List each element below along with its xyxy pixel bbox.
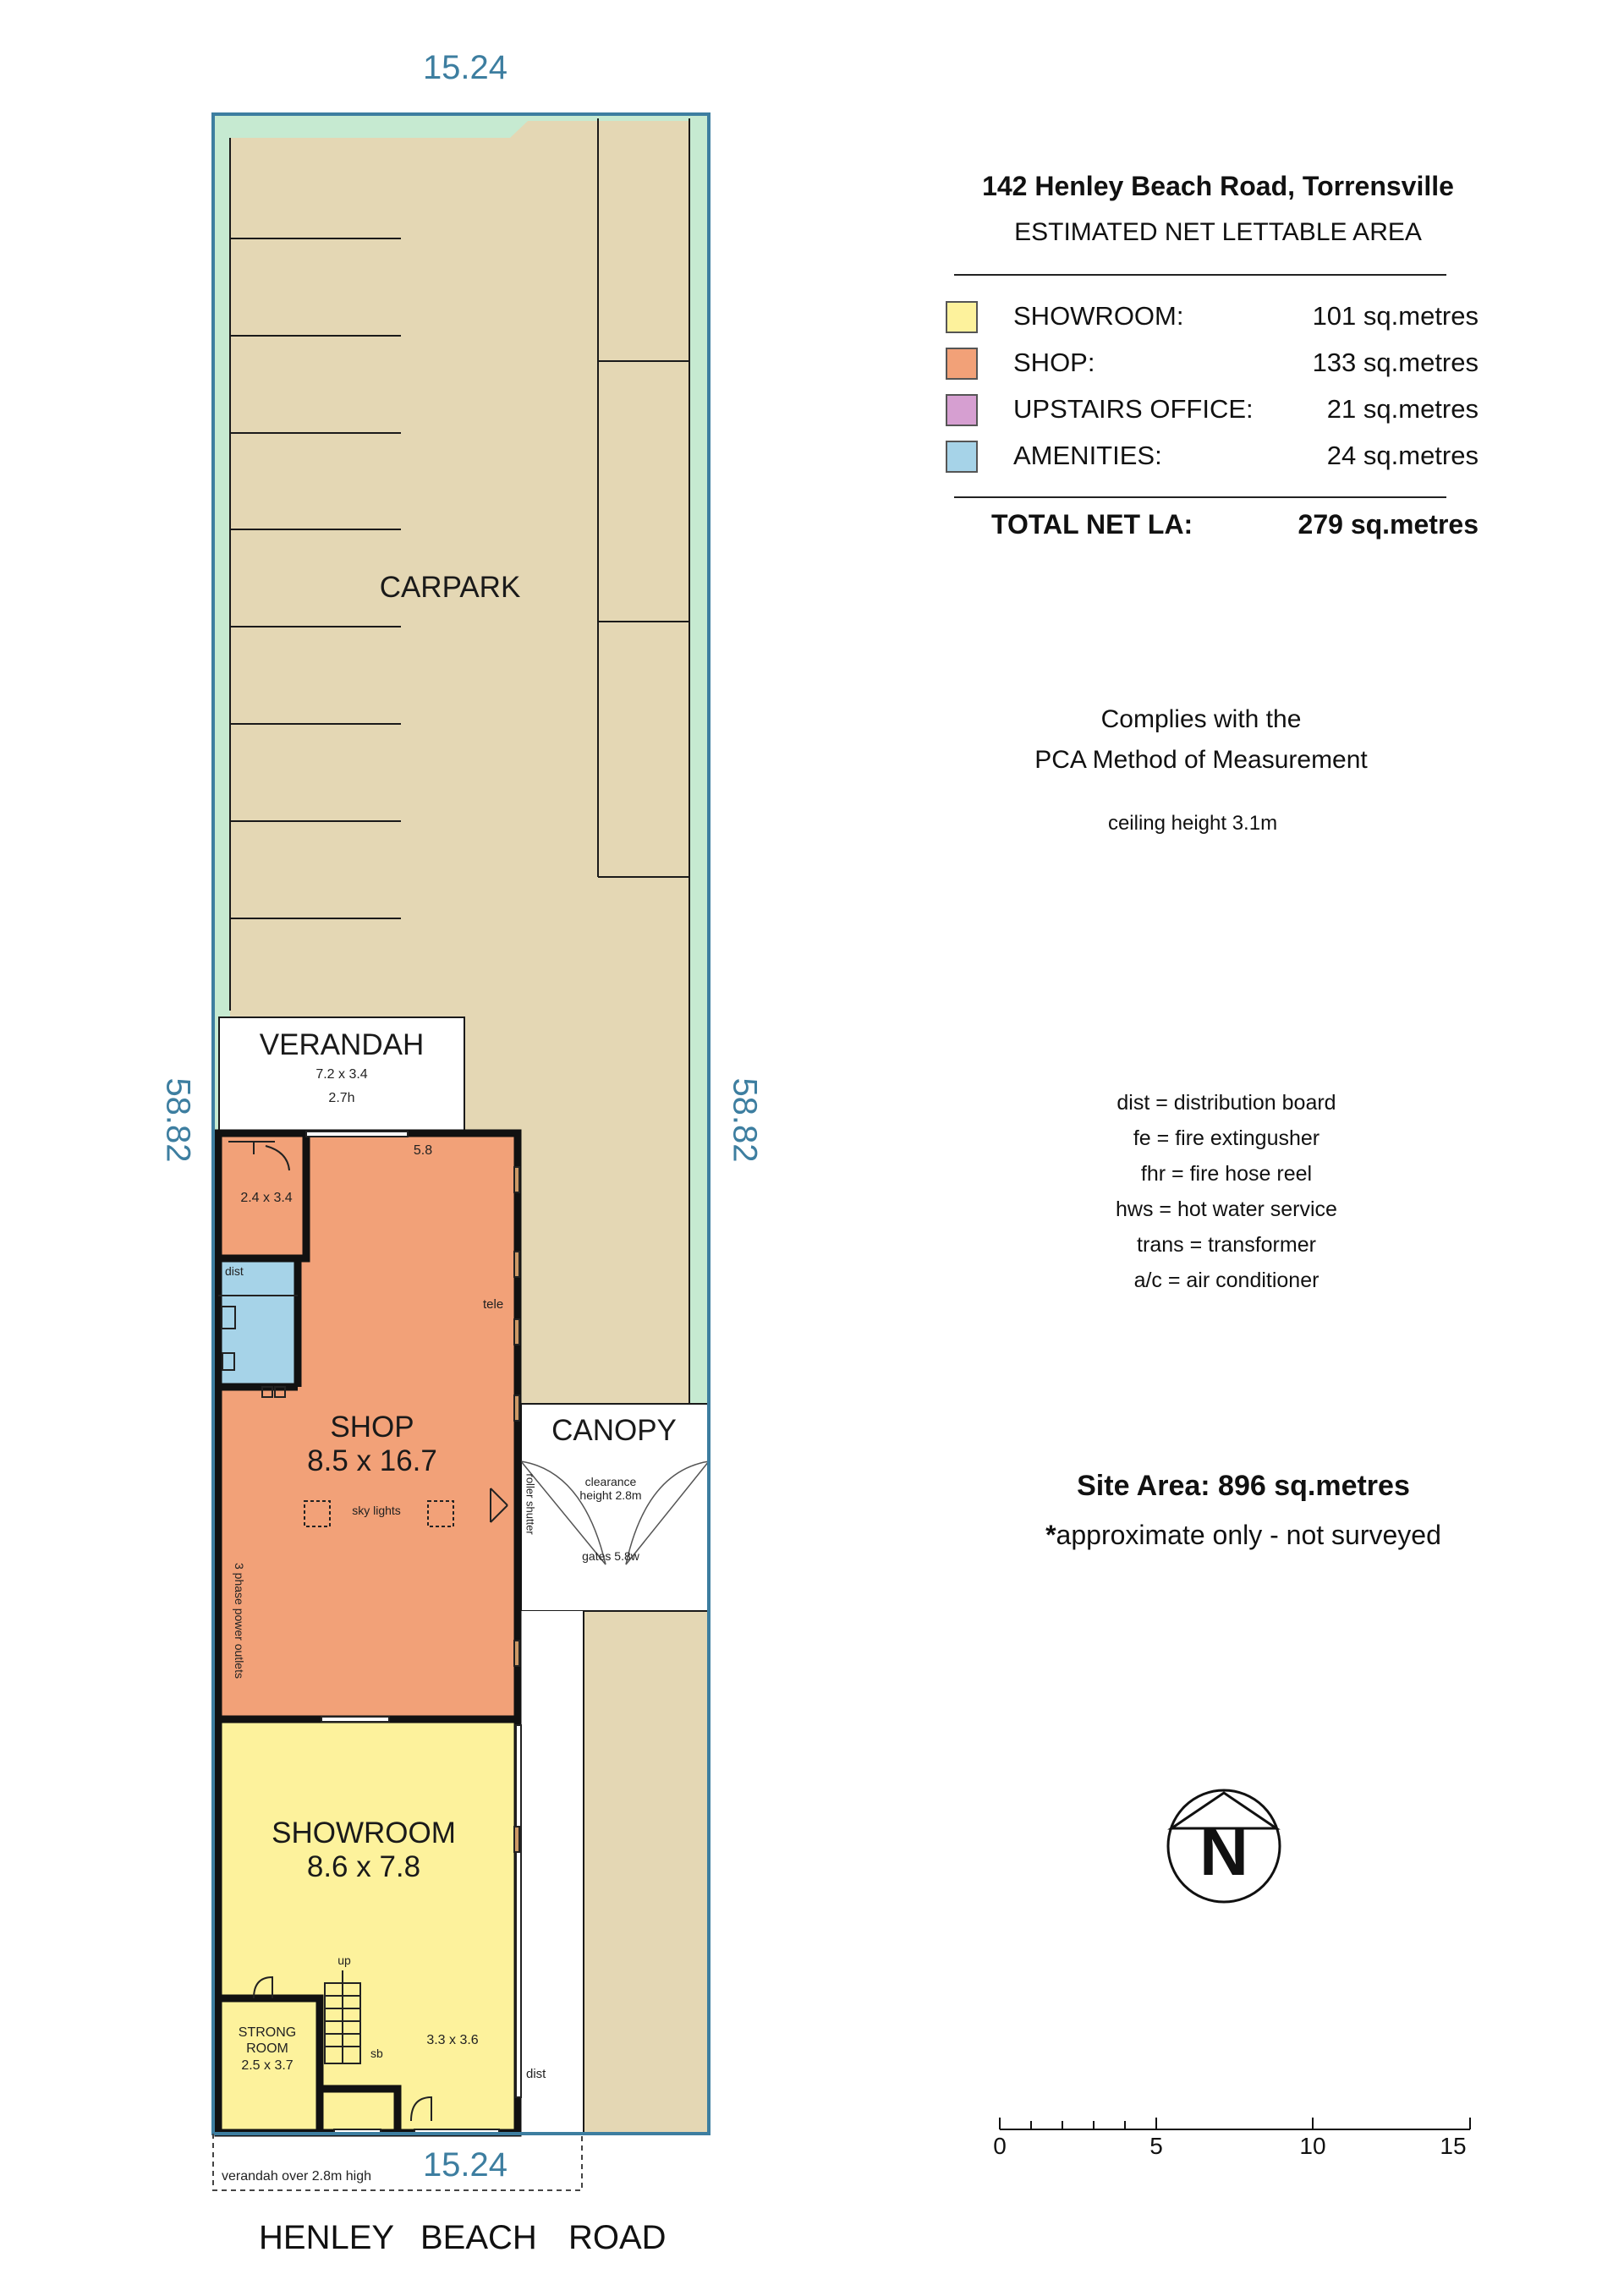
clearance-label: clearance [584, 1475, 637, 1488]
side-passage [521, 1611, 584, 2133]
stairs-up-label: up [337, 1954, 351, 1967]
abbreviation-hws: hws = hot water service [1116, 1197, 1337, 1221]
carpark-lower-strip [584, 1611, 708, 2133]
strong-room-label-1: STRONG [238, 2025, 297, 2040]
legend-row-amenities [946, 437, 1479, 476]
showroom-size: 8.6 x 7.8 [306, 1850, 421, 1883]
top-boundary-dimension: 15.24 [422, 49, 508, 86]
abbreviation-dist: dist = distribution board [1116, 1091, 1336, 1115]
power-outlets-label: 3 phase power outlets [233, 1563, 246, 1679]
site-area: Site Area: 896 sq.metres [1077, 1470, 1410, 1502]
scale-bar [1000, 2118, 1470, 2129]
shop-front-dimension: 5.8 [413, 1143, 433, 1158]
total-value: 279 sq.metres [1298, 509, 1479, 540]
legend-row-showroom [946, 298, 1479, 337]
street-word-road: ROAD [568, 2219, 667, 2256]
abbreviation-fe: fe = fire extingusher [1133, 1126, 1320, 1150]
abbreviation-trans: trans = transformer [1137, 1233, 1316, 1257]
property-subtitle: ESTIMATED NET LETTABLE AREA [1014, 218, 1422, 246]
verandah-height: 2.7h [328, 1091, 355, 1105]
distribution-board-label: dist [225, 1264, 244, 1278]
legend-name: UPSTAIRS OFFICE: [1013, 394, 1254, 424]
bottom-boundary-dimension: 15.24 [422, 2146, 508, 2184]
carpark-label: CARPARK [379, 571, 521, 604]
gates-width: gates 5.8w [582, 1549, 639, 1563]
site-note-text: approximate only - not surveyed [1056, 1520, 1441, 1550]
verandah-size: 7.2 x 3.4 [315, 1067, 368, 1082]
scale-label-15: 15 [1440, 2133, 1467, 2159]
distribution-board-label-2: dist [526, 2067, 546, 2081]
showroom-swatch [946, 301, 978, 333]
roller-shutter-label: roller shutter [524, 1473, 537, 1535]
front-verandah-label: verandah over 2.8m high [222, 2169, 371, 2184]
strong-room-label-2: ROOM [246, 2041, 288, 2056]
abbreviations-list [1015, 1085, 1438, 1298]
legend-value: 24 sq.metres [1326, 441, 1479, 470]
legend-row-upstairs-office [946, 391, 1479, 430]
left-boundary-dimension: 58.82 [159, 1077, 197, 1163]
street-word-henley: HENLEY [259, 2219, 395, 2256]
legend-name: SHOP: [1013, 348, 1095, 377]
amenities-swatch [946, 441, 978, 473]
small-office-size: 2.4 x 3.4 [240, 1191, 293, 1205]
scale-label-0: 0 [993, 2133, 1007, 2159]
property-address: 142 Henley Beach Road, Torrensville [982, 171, 1454, 201]
legend-value: 133 sq.metres [1312, 348, 1479, 377]
upstairs-office-swatch [946, 394, 978, 426]
canopy-label: CANOPY [551, 1414, 677, 1447]
legend-value: 101 sq.metres [1312, 301, 1479, 331]
legend-value: 21 sq.metres [1326, 394, 1479, 424]
tele-label: tele [483, 1297, 504, 1312]
site-note [973, 1520, 1514, 1551]
ceiling-height-note: ceiling height 3.1m [1107, 812, 1278, 835]
street-word-beach: BEACH [420, 2219, 537, 2256]
north-letter: N [1199, 1814, 1248, 1889]
sky-lights-label: sky lights [352, 1504, 401, 1517]
scale-label-10: 10 [1299, 2133, 1326, 2159]
legend-row-shop [946, 344, 1479, 383]
legend-name: AMENITIES: [1013, 441, 1162, 470]
small-room-size: 3.3 x 3.6 [426, 2033, 479, 2047]
shop-label: SHOP [330, 1411, 414, 1444]
site-note-star: * [1045, 1520, 1056, 1550]
compliance-line-1: Complies with the [1100, 705, 1302, 733]
showroom-label: SHOWROOM [272, 1817, 456, 1849]
shop-size: 8.5 x 16.7 [307, 1444, 437, 1477]
abbreviation-fhr: fhr = fire hose reel [1140, 1162, 1313, 1186]
verandah-label: VERANDAH [259, 1028, 425, 1061]
strong-room-size: 2.5 x 3.7 [241, 2058, 294, 2073]
switchboard-label: sb [370, 2047, 383, 2060]
shop-swatch [946, 348, 978, 380]
compliance-line-2: PCA Method of Measurement [1034, 746, 1368, 774]
right-boundary-dimension: 58.82 [726, 1077, 764, 1163]
scale-label-5: 5 [1149, 2133, 1163, 2159]
clearance-height: height 2.8m [579, 1488, 642, 1502]
abbreviation-ac: a/c = air conditioner [1133, 1269, 1320, 1292]
total-label: TOTAL NET LA: [991, 509, 1193, 540]
legend-name: SHOWROOM: [1013, 301, 1184, 331]
